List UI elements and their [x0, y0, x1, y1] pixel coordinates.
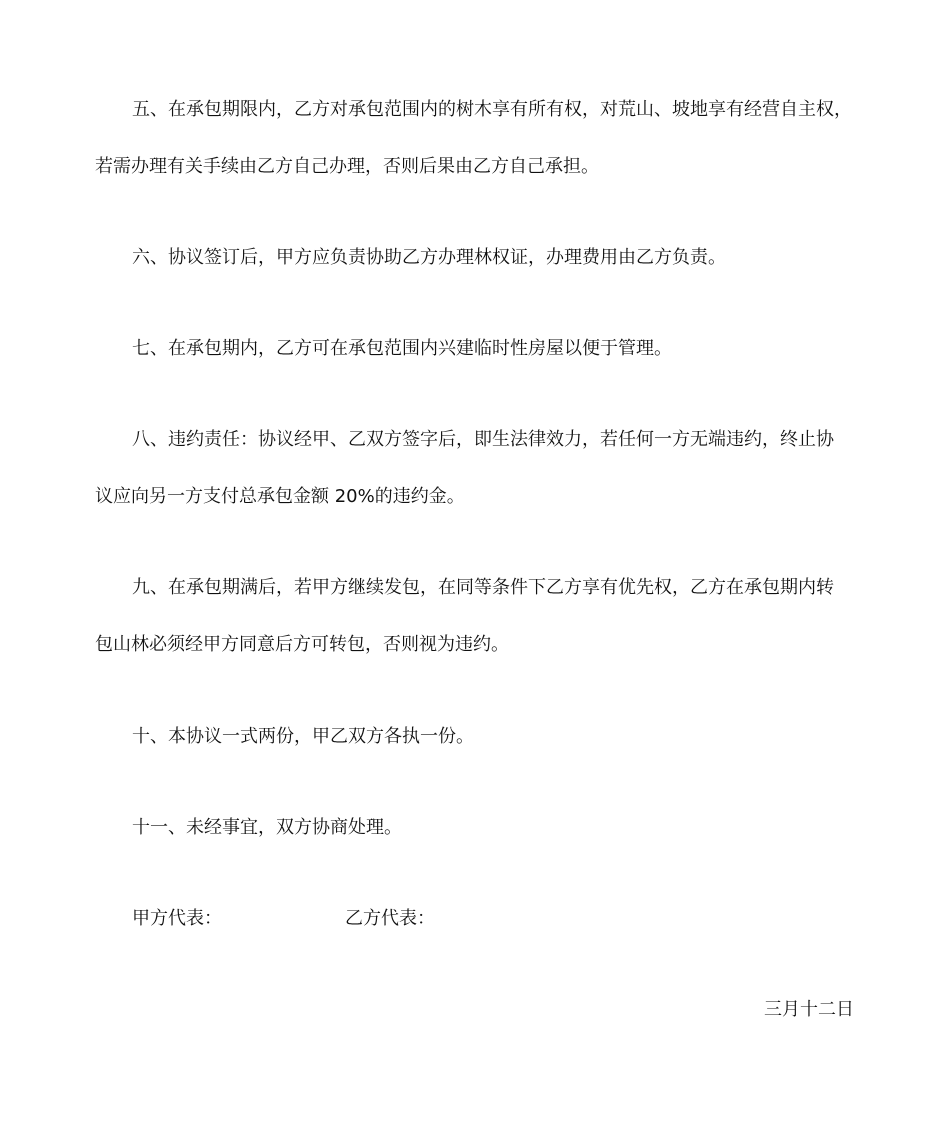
clause-eleven-line-1: 十一、未经事宜，双方协商处理。	[132, 817, 402, 838]
clause-five-line-1: 五、在承包期限内，乙方对承包范围内的树木享有所有权，对荒山、坡地享有经营自主权，	[132, 99, 852, 120]
clause-six-line-1: 六、协议签订后，甲方应负责协助乙方办理林权证，办理费用由乙方负责。	[132, 247, 726, 268]
clause-seven-line-1: 七、在承包期内，乙方可在承包范围内兴建临时性房屋以便于管理。	[132, 338, 672, 359]
clause-nine-line-2: 包山林必须经甲方同意后方可转包，否则视为违约。	[95, 634, 509, 655]
clause-eight-line-2: 议应向另一方支付总承包金额 20%的违约金。	[95, 486, 465, 507]
party-a-representative-label: 甲方代表：	[132, 908, 222, 929]
clause-ten-line-1: 十、本协议一式两份，甲乙双方各执一份。	[132, 726, 474, 747]
signing-date: 三月十二日	[764, 999, 854, 1020]
party-b-representative-label: 乙方代表：	[345, 908, 435, 929]
clause-nine-line-1: 九、在承包期满后，若甲方继续发包，在同等条件下乙方享有优先权，乙方在承包期内转	[132, 577, 834, 598]
clause-eight-line-1: 八、违约责任：协议经甲、乙双方签字后，即生法律效力，若任何一方无端违约，终止协	[132, 429, 834, 450]
clause-five-line-2: 若需办理有关手续由乙方自己办理，否则后果由乙方自己承担。	[95, 156, 599, 177]
